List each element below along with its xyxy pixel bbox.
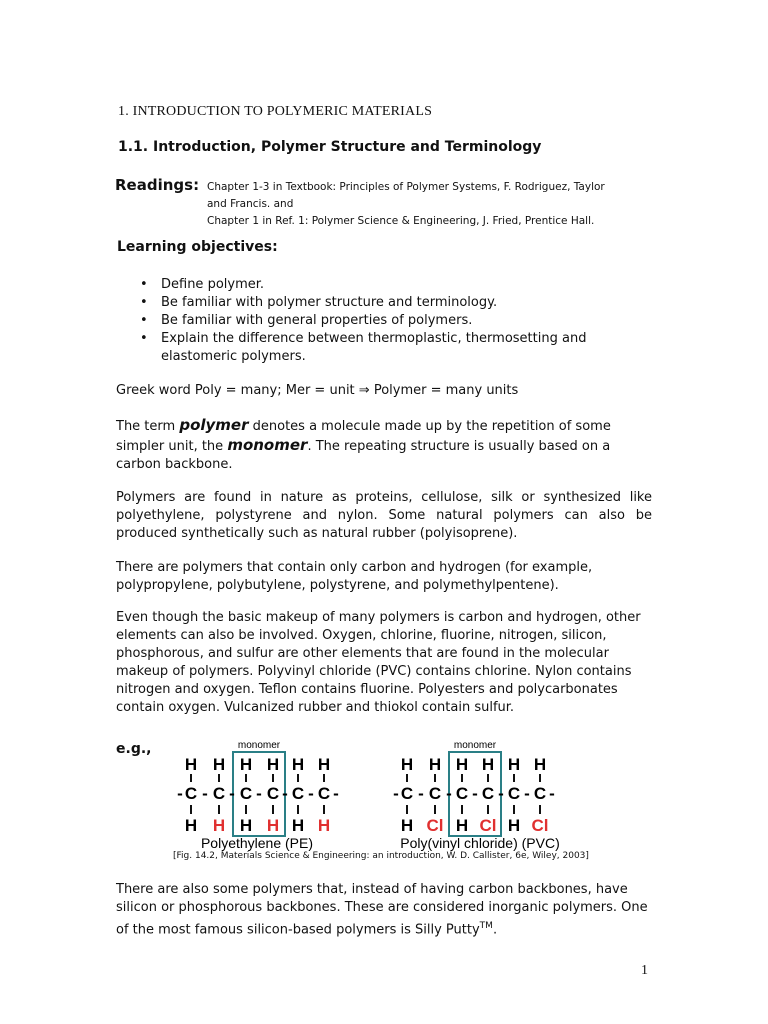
readings-text	[207, 179, 657, 230]
learning-objectives-list	[140, 276, 620, 366]
section-heading: 1. INTRODUCTION TO POLYMERIC MATERIALS	[118, 104, 433, 119]
pvc-c-3: C	[455, 784, 469, 803]
pe-bottom-bonds	[191, 805, 324, 814]
pvc-cl-3: Cl	[531, 816, 549, 835]
pvc-cl-1: Cl	[426, 816, 444, 835]
readings-line-3: Chapter 1 in Ref. 1: Polymer Science & Engineering, J. Fried, Prentice Hall.	[207, 215, 595, 227]
pvc-bond-end: -	[549, 784, 555, 803]
pvc-bond: -	[418, 784, 424, 803]
pvc-h-top-5: H	[507, 755, 521, 774]
pvc-c-5: C	[507, 784, 521, 803]
pvc-c-2: C	[428, 784, 442, 803]
pe-h-top-6: H	[317, 755, 331, 774]
bullet-icon: •	[140, 331, 148, 346]
pvc-caption: Poly(vinyl chloride) (PVC)	[400, 835, 560, 851]
paragraph-carbon: There are polymers that contain only carbon and hydrogen (for example, polypropylene, polybutylene, polystyrene, and polymethylpentene).	[116, 560, 593, 593]
pe-c-6: C	[317, 784, 331, 803]
list-item: • Be familiar with polymer structure and terminology.	[140, 295, 498, 310]
pvc-bond: -	[498, 784, 504, 803]
pvc-h-top-2: H	[428, 755, 442, 774]
pe-h-bottom-6: H	[317, 816, 331, 835]
pvc-h-top-1: H	[400, 755, 414, 774]
implies-arrow-icon: ⇒	[358, 383, 370, 398]
pvc-h-top-4: H	[481, 755, 495, 774]
pvc-bond-start: -	[393, 784, 399, 803]
pe-top-bonds	[191, 774, 324, 782]
monomer-label-pvc: monomer	[453, 740, 497, 751]
pe-bond-end: -	[333, 784, 339, 803]
term-monomer: monomer	[227, 436, 308, 454]
pvc-bottom-bonds	[407, 805, 540, 814]
pe-c-1: C	[184, 784, 198, 803]
readings-line-2: and Francis. and	[207, 198, 294, 210]
pe-h-bottom-5: H	[291, 816, 305, 835]
bullet-icon: •	[140, 313, 148, 328]
pvc-h-bottom-1: H	[400, 816, 414, 835]
pe-c-2: C	[212, 784, 226, 803]
pe-bond: -	[308, 784, 314, 803]
pvc-cl-2: Cl	[479, 816, 497, 835]
pe-h-bottom-2: H	[212, 816, 226, 835]
pe-h-top-1: H	[184, 755, 198, 774]
polyethylene-structure	[177, 755, 339, 835]
example-label: e.g.,	[116, 741, 152, 757]
pe-h-top-5: H	[291, 755, 305, 774]
list-item: • Be familiar with general properties of polymers.	[140, 313, 473, 328]
pe-h-bottom-3: H	[239, 816, 253, 835]
pvc-h-top-3: H	[455, 755, 469, 774]
pvc-bond: -	[472, 784, 478, 803]
pvc-top-bonds	[407, 774, 540, 782]
pe-bond: -	[229, 784, 235, 803]
term-polymer: polymer	[179, 416, 249, 434]
bullet-icon: •	[140, 295, 148, 310]
readings-line-1: Chapter 1-3 in Textbook: Principles of Polymer Systems, F. Rodriguez, Taylor	[207, 181, 605, 193]
figure-reference: [Fig. 14.2, Materials Science & Engineering: an introduction, W. D. Callister, 6e, Wiley, 2003]	[173, 851, 589, 861]
readings-label: Readings:	[115, 176, 200, 194]
pe-bond: -	[282, 784, 288, 803]
learning-objectives-heading: Learning objectives:	[117, 239, 278, 255]
pvc-c-1: C	[400, 784, 414, 803]
pvc-structure	[393, 755, 555, 835]
term-paragraph: The term polymer denotes a molecule made up by the repetition of some simpler unit, the monomer. The repeating structure is usually based on a carbon backbone.	[116, 416, 611, 472]
list-item: • Define polymer.	[140, 277, 265, 292]
pe-caption: Polyethylene (PE)	[200, 835, 314, 851]
pe-h-top-3: H	[239, 755, 253, 774]
pvc-bond: -	[524, 784, 530, 803]
pe-bond: -	[202, 784, 208, 803]
pvc-h-top-6: H	[533, 755, 547, 774]
pvc-h-bottom-5: H	[507, 816, 521, 835]
pvc-c-6: C	[533, 784, 547, 803]
pe-h-top-2: H	[212, 755, 226, 774]
greek-definition: Greek word Poly = many; Mer = unit ⇒ Polymer = many units	[116, 383, 519, 398]
pe-h-bottom-4: H	[266, 816, 280, 835]
paragraph-elements: Even though the basic makeup of many polymers is carbon and hydrogen, other elements can also be involved. Oxygen, chlorine, fluorine, nitrogen, silicon, phosphorous, and sulfur are other elements that are found in the molecular makeup of polymers. Polyvinyl chloride (PVC) contains chlorine. Nylon contains nitrogen and oxygen. Teflon contains fluorine. Polyesters and polycarbonates contain oxygen. Vulcanized rubber and thiokol contain sulfur.	[116, 610, 641, 715]
subsection-heading: 1.1. Introduction, Polymer Structure and Terminology	[118, 139, 542, 155]
bullet-icon: •	[140, 277, 148, 292]
trademark-mark: TM	[479, 921, 493, 931]
pvc-bond: -	[446, 784, 452, 803]
pe-bond: -	[256, 784, 262, 803]
paragraph-inorganic: There are also some polymers that, instead of having carbon backbones, have silicon or phosphorous backbones. These are considered inorganic polymers. One of the most famous silicon-based polymers is Silly Putty™.	[116, 882, 648, 938]
page-number: 1	[641, 963, 648, 978]
list-item: • Explain the difference between thermoplastic, thermosetting and elastomeric polymers.	[140, 331, 587, 364]
pe-c-4: C	[266, 784, 280, 803]
monomer-label-pe: monomer	[237, 740, 281, 751]
pvc-h-bottom-3: H	[455, 816, 469, 835]
polymer-structure-diagram	[174, 736, 604, 866]
pe-c-5: C	[291, 784, 305, 803]
pvc-c-4: C	[481, 784, 495, 803]
pe-h-bottom-1: H	[184, 816, 198, 835]
paragraph-nature: Polymers are found in nature as proteins, cellulose, silk or synthesized like polyethylene, polystyrene and nylon. Some natural polymers can also be produced synthetically such as natural rubber (polyisoprene).	[116, 490, 652, 541]
pe-bond-start: -	[177, 784, 183, 803]
pe-c-3: C	[239, 784, 253, 803]
pe-h-top-4: H	[266, 755, 280, 774]
